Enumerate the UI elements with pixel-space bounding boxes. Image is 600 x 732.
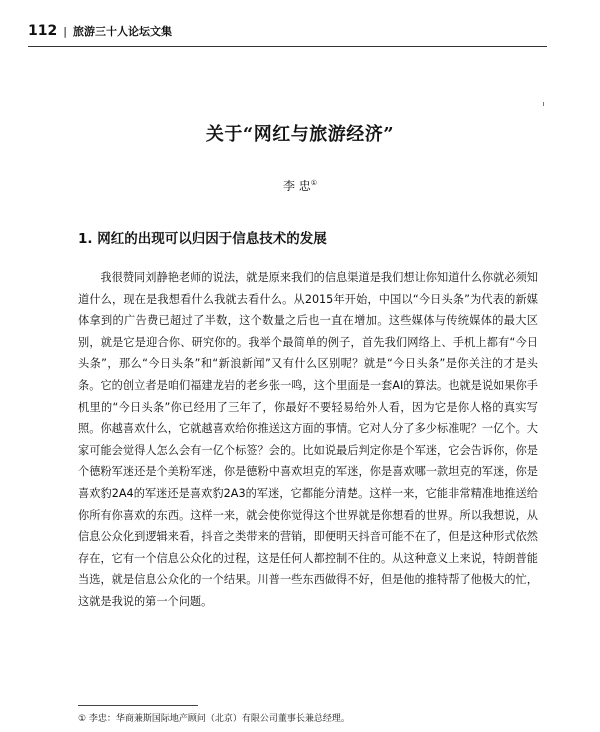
author-name: 李 忠 [282, 179, 311, 193]
header-separator: | [63, 25, 67, 38]
article-title: 关于“网红与旅游经济” [205, 124, 395, 145]
footnote-rule [78, 705, 198, 706]
section-heading: 1. 网红的出现可以归因于信息技术的发展 [78, 231, 327, 247]
body-paragraph: 我很赞同刘静艳老师的说法，就是原来我们的信息渠道是我们想让你知道什么你就必须知道什么，现在是我想看什么我就去看什么。从2015年开始，中国以“今日头条”为代表的新媒体拿到的广告费已超过了半数，这个数量之后也一直在增加。这些媒体与传统媒体的最大区别，就是它是迎合你、研究你的。我举个最简单的例子，首先我们网络上、手机上都有“今日头条”，那么“今日头条”和“新浪新闻”又有什么区别呢？就是“今日头条”是你关注的才是头条。它的创立者是咱们福建龙岩的老乡张一鸣，这个里面是一套AI的算法。也就是说如果你手机里的“今日头条”你已经用了三年了，你最好不要轻易给外人看，因为它是你人格的真实写照。你越喜欢什么，它就越喜欢给你推送这方面的事情。它对人分了多少标准呢？一亿个。大家可能会觉得人怎么会有一亿个标签？会的。比如说最后判定你是个军迷，它会告诉你，你是个德粉军迷还是个美粉军迷，你是德粉中喜欢坦克的军迷，你是喜欢哪一款坦克的军迷，你是喜欢豹2A4的军迷还是喜欢豹2A3的军迷，它都能分清楚。这样一来，它能非常精准地推送给你所有你喜欢的东西。这样一来，就会使你觉得这个世界就是你想看的世界。所以我想说，从信息公众化到逻辑来看，抖音之类带来的营销，即便明天抖音可能不在了，但是这种形式依然存在，它有一个信息公众化的过程，这是任何人都控制不住的。从这种意义上来说，特朗普能当选，就是信息公众化的一个结果。川普一些东西做得不好，但是他的推特帮了他极大的忙，这就是我说的第一个问题。 [78, 271, 538, 608]
author-footnote-marker: ① [310, 179, 318, 187]
book-title: 旅游三十人论坛文集 [72, 25, 172, 38]
running-header [28, 23, 172, 39]
author-line [0, 177, 600, 194]
footnote: ① 李忠：华商兼斯国际地产顾问（北京）有限公司董事长兼总经理。 [78, 714, 350, 724]
scan-mark [543, 102, 544, 106]
header-rule [28, 46, 547, 47]
page-number: 112 [28, 23, 58, 39]
